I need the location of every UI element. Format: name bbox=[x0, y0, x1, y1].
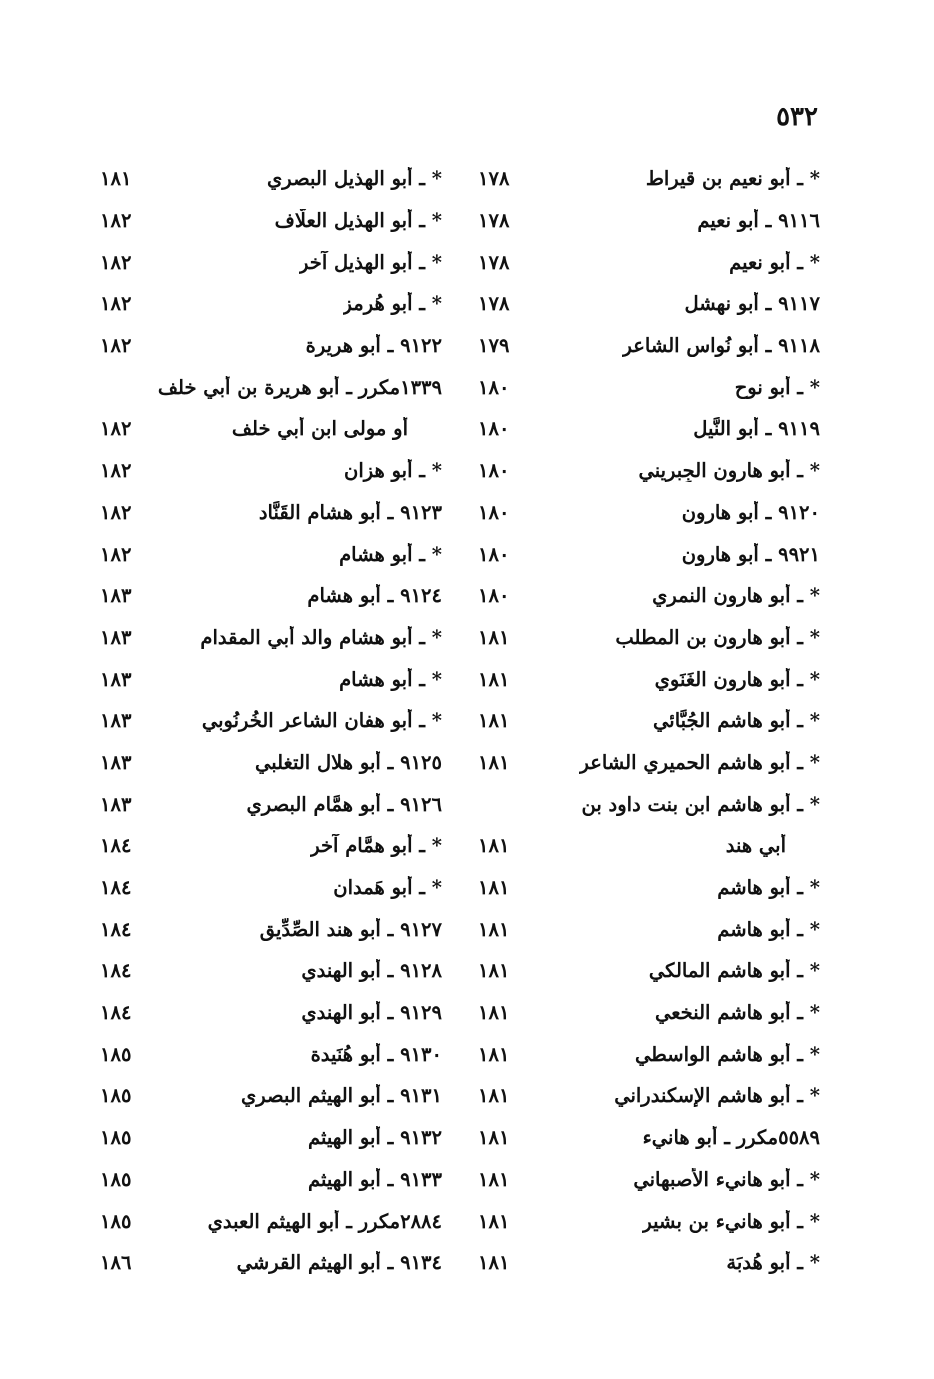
entry-page-number: ١٨٠ bbox=[478, 375, 510, 399]
entry-name: ٩١١٦ ـ أبو نعيم bbox=[697, 209, 820, 233]
index-entry bbox=[100, 492, 442, 534]
index-entry bbox=[478, 533, 820, 575]
entry-page-number: ١٨٢ bbox=[100, 250, 132, 274]
index-entry bbox=[100, 1033, 442, 1075]
index-entry bbox=[478, 492, 820, 534]
entry-name: * ـ أبو نوح bbox=[734, 375, 820, 399]
entry-page-number: ١٨٤ bbox=[100, 959, 132, 983]
entry-name: ٩١٣٣ ـ أبو الهيثم bbox=[308, 1167, 442, 1191]
entry-name: ٥٥٨٩مكرر ـ أبو هانيء bbox=[642, 1126, 820, 1150]
index-entry bbox=[100, 658, 442, 700]
entry-page-number: ١٨١ bbox=[478, 1001, 510, 1025]
entry-page-number: ١٨١ bbox=[478, 1167, 510, 1191]
index-entry bbox=[100, 1200, 442, 1242]
entry-page-number: ١٨٢ bbox=[100, 292, 132, 316]
entry-name: * ـ أبو الهذيل العلّاف bbox=[274, 209, 442, 233]
entry-page-number: ١٧٨ bbox=[478, 167, 510, 191]
entry-name: ٢٨٨٤مكرر ـ أبو الهيثم العبدي bbox=[207, 1209, 442, 1233]
entry-name: ٩١٢٣ ـ أبو هشام القَنَّاد bbox=[258, 500, 442, 524]
index-entry bbox=[478, 908, 820, 950]
index-entry bbox=[478, 617, 820, 659]
index-entry bbox=[100, 1242, 442, 1284]
index-entry bbox=[100, 1117, 442, 1159]
index-entry bbox=[478, 658, 820, 700]
entry-page-number: ١٨١ bbox=[100, 167, 132, 191]
index-entry bbox=[478, 783, 820, 825]
entry-page-number: ١٨١ bbox=[478, 625, 510, 649]
index-entry bbox=[478, 450, 820, 492]
entry-name: ٩١٢٢ ـ أبو هريرة bbox=[305, 334, 442, 358]
index-entry bbox=[478, 825, 820, 867]
entry-name: ١٣٣٩مكرر ـ أبو هريرة بن أبي خلف bbox=[157, 375, 442, 399]
entry-page-number: ١٨٣ bbox=[100, 625, 132, 649]
index-entry bbox=[100, 158, 442, 200]
entry-page-number: ١٨٢ bbox=[100, 500, 132, 524]
index-entry bbox=[478, 1075, 820, 1117]
index-entry bbox=[478, 992, 820, 1034]
entry-name: * ـ أبو هشام والد أبي المقدام bbox=[200, 625, 442, 649]
entry-page-number: ١٨٥ bbox=[100, 1042, 132, 1066]
index-entry bbox=[100, 700, 442, 742]
entry-page-number: ١٨١ bbox=[478, 1084, 510, 1108]
index-entry bbox=[478, 1159, 820, 1201]
index-entry bbox=[478, 950, 820, 992]
index-entry bbox=[100, 325, 442, 367]
entry-name: * ـ أبو همَّام آخر bbox=[310, 834, 442, 858]
index-entry bbox=[100, 283, 442, 325]
entry-page-number: ١٨١ bbox=[478, 917, 510, 941]
index-entry bbox=[478, 1242, 820, 1284]
entry-page-number: ١٨٠ bbox=[478, 542, 510, 566]
index-entry bbox=[478, 325, 820, 367]
entry-name: ٩١٢٤ ـ أبو هشام bbox=[307, 584, 442, 608]
entry-name: ٩١٢٠ ـ أبو هارون bbox=[681, 500, 820, 524]
entry-name: * ـ أبو الهذيل البصري bbox=[267, 167, 442, 191]
index-entry bbox=[100, 950, 442, 992]
entry-name: ٩١٣٢ ـ أبو الهيثم bbox=[308, 1126, 442, 1150]
entry-name: * ـ أبو هارون الجِبرِيني bbox=[638, 459, 820, 483]
entry-name: * ـ أبو هاشم bbox=[717, 917, 820, 941]
entry-page-number: ١٨٠ bbox=[478, 417, 510, 441]
index-entry bbox=[478, 241, 820, 283]
entry-page-number: ١٨٥ bbox=[100, 1126, 132, 1150]
entry-page-number: ١٨٤ bbox=[100, 834, 132, 858]
index-entry bbox=[478, 200, 820, 242]
entry-page-number: ١٨٣ bbox=[100, 667, 132, 691]
entry-name: ٩١٢٥ ـ أبو هلال التغلبي bbox=[254, 750, 442, 774]
entry-name: * ـ أبو هاشم الحميري الشاعر bbox=[579, 750, 820, 774]
entry-page-number: ١٧٩ bbox=[478, 334, 510, 358]
entry-name: * ـ أبو هارون الغَنَوي bbox=[654, 667, 820, 691]
entry-name: * ـ أبو هَمدان bbox=[333, 876, 442, 900]
entry-page-number: ١٨٤ bbox=[100, 876, 132, 900]
entry-name: * ـ أبو هاشم ابن بنت داود بن bbox=[581, 792, 820, 816]
entry-name: * ـ أبو هفان الشاعر الخُرنُوبي bbox=[201, 709, 442, 733]
entry-name: * ـ أبو هاشم الإسكندراني bbox=[614, 1084, 820, 1108]
entry-name: ٩١٣١ ـ أبو الهيثم البصري bbox=[241, 1084, 442, 1108]
entry-name: * ـ أبو هارون النمري bbox=[652, 584, 820, 608]
index-entry bbox=[100, 533, 442, 575]
entry-page-number: ١٨٢ bbox=[100, 459, 132, 483]
entry-name: ٩١٢٩ ـ أبو الهندي bbox=[301, 1001, 442, 1025]
entry-page-number: ١٨٤ bbox=[100, 917, 132, 941]
entry-page-number: ١٨٣ bbox=[100, 792, 132, 816]
index-column-right bbox=[478, 158, 820, 1284]
entry-page-number: ١٨١ bbox=[478, 876, 510, 900]
entry-name: * ـ أبو هاشم الجُبَّائي bbox=[653, 709, 820, 733]
index-entry bbox=[100, 1159, 442, 1201]
page-number: ٥٣٢ bbox=[776, 102, 818, 132]
entry-name: أو مولى ابن أبي خلف bbox=[231, 417, 408, 441]
index-entry bbox=[100, 1075, 442, 1117]
index-entry bbox=[478, 283, 820, 325]
entry-name: ٩١١٩ ـ أبو النَّيل bbox=[693, 417, 820, 441]
entry-name: * ـ أبو هشام bbox=[339, 542, 442, 566]
index-entry bbox=[100, 366, 442, 408]
entry-name: * ـ أبو هُدبَة bbox=[726, 1251, 820, 1275]
index-entry bbox=[100, 992, 442, 1034]
entry-name: ٩١٣٠ ـ أبو هُنَيدة bbox=[310, 1042, 442, 1066]
entry-page-number: ١٨٥ bbox=[100, 1167, 132, 1191]
index-entry bbox=[100, 200, 442, 242]
entry-page-number: ١٨٥ bbox=[100, 1209, 132, 1233]
entry-page-number: ١٨٢ bbox=[100, 334, 132, 358]
entry-page-number: ١٧٨ bbox=[478, 209, 510, 233]
entry-page-number: ١٧٨ bbox=[478, 250, 510, 274]
entry-page-number: ١٨٢ bbox=[100, 209, 132, 233]
entry-page-number: ١٧٨ bbox=[478, 292, 510, 316]
entry-page-number: ١٨١ bbox=[478, 667, 510, 691]
entry-name: * ـ أبو هانيء الأصبهاني bbox=[633, 1167, 820, 1191]
entry-name: * ـ أبو هارون بن المطلب bbox=[615, 625, 820, 649]
entry-page-number: ١٨٣ bbox=[100, 709, 132, 733]
entry-page-number: ١٨٣ bbox=[100, 750, 132, 774]
entry-name: ٩١١٧ ـ أبو نهشل bbox=[684, 292, 820, 316]
entry-name: ٩١٢٨ ـ أبو الهِندي bbox=[301, 959, 442, 983]
entry-name: * ـ أبو هُرمز bbox=[342, 292, 442, 316]
index-entry bbox=[100, 617, 442, 659]
entry-name: * ـ أبو هزان bbox=[344, 459, 442, 483]
entry-name: ٩١٢٦ ـ أبو همَّام البصري bbox=[246, 792, 442, 816]
entry-name: ٩٩٢١ ـ أبو هارون bbox=[681, 542, 820, 566]
entry-page-number: ١٨١ bbox=[478, 1126, 510, 1150]
index-entry bbox=[100, 450, 442, 492]
index-entry bbox=[478, 1200, 820, 1242]
entry-page-number: ١٨٢ bbox=[100, 542, 132, 566]
index-entry bbox=[100, 241, 442, 283]
entry-page-number: ١٨٠ bbox=[478, 459, 510, 483]
index-entry bbox=[478, 158, 820, 200]
index-entry bbox=[478, 366, 820, 408]
index-entry bbox=[478, 575, 820, 617]
entry-name: أبي هند bbox=[725, 834, 786, 858]
index-entry bbox=[478, 1117, 820, 1159]
index-entry bbox=[100, 783, 442, 825]
entry-name: ٩١٣٤ ـ أبو الهيثم القرشي bbox=[236, 1251, 442, 1275]
entry-page-number: ١٨٦ bbox=[100, 1251, 132, 1275]
index-entry bbox=[100, 742, 442, 784]
index-entry bbox=[478, 867, 820, 909]
index-entry bbox=[478, 1033, 820, 1075]
index-entry bbox=[100, 825, 442, 867]
entry-page-number: ١٨٣ bbox=[100, 584, 132, 608]
entry-page-number: ١٨١ bbox=[478, 1042, 510, 1066]
entry-page-number: ١٨١ bbox=[478, 1251, 510, 1275]
index-column-left bbox=[100, 158, 442, 1284]
entry-name: * ـ أبو هاشم bbox=[717, 876, 820, 900]
entry-page-number: ١٨١ bbox=[478, 959, 510, 983]
entry-page-number: ١٨٠ bbox=[478, 500, 510, 524]
index-entry bbox=[100, 908, 442, 950]
entry-name: * ـ أبو هاشم المالكي bbox=[648, 959, 820, 983]
entry-name: * ـ أبو هاشم الواسطي bbox=[635, 1042, 820, 1066]
index-entry bbox=[100, 575, 442, 617]
entry-name: * ـ أبو هاشم النخعي bbox=[654, 1001, 820, 1025]
index-entry bbox=[478, 742, 820, 784]
entry-name: * ـ أبو هشام bbox=[339, 667, 442, 691]
entry-name: ٩١٢٧ ـ أبو هند الصِّدِّيق bbox=[259, 917, 442, 941]
entry-name: * ـ أبو الهذيل آخر bbox=[299, 250, 442, 274]
entry-page-number: ١٨٢ bbox=[100, 417, 132, 441]
index-entry bbox=[100, 408, 442, 450]
entry-name: * ـ أبو نعيم بن قيراط bbox=[645, 167, 820, 191]
index-entry bbox=[478, 408, 820, 450]
entry-page-number: ١٨١ bbox=[478, 1209, 510, 1233]
entry-page-number: ١٨٥ bbox=[100, 1084, 132, 1108]
entry-page-number: ١٨٤ bbox=[100, 1001, 132, 1025]
entry-name: * ـ أبو هانيء بن بشير bbox=[642, 1209, 820, 1233]
entry-page-number: ١٨١ bbox=[478, 709, 510, 733]
entry-name: ٩١١٨ ـ أبو نُواس الشاعر bbox=[622, 334, 820, 358]
entry-page-number: ١٨١ bbox=[478, 750, 510, 774]
index-entry bbox=[100, 867, 442, 909]
index-entry bbox=[478, 700, 820, 742]
entry-name: * ـ أبو نعيم bbox=[729, 250, 820, 274]
entry-page-number: ١٨١ bbox=[478, 834, 510, 858]
entry-page-number: ١٨٠ bbox=[478, 584, 510, 608]
